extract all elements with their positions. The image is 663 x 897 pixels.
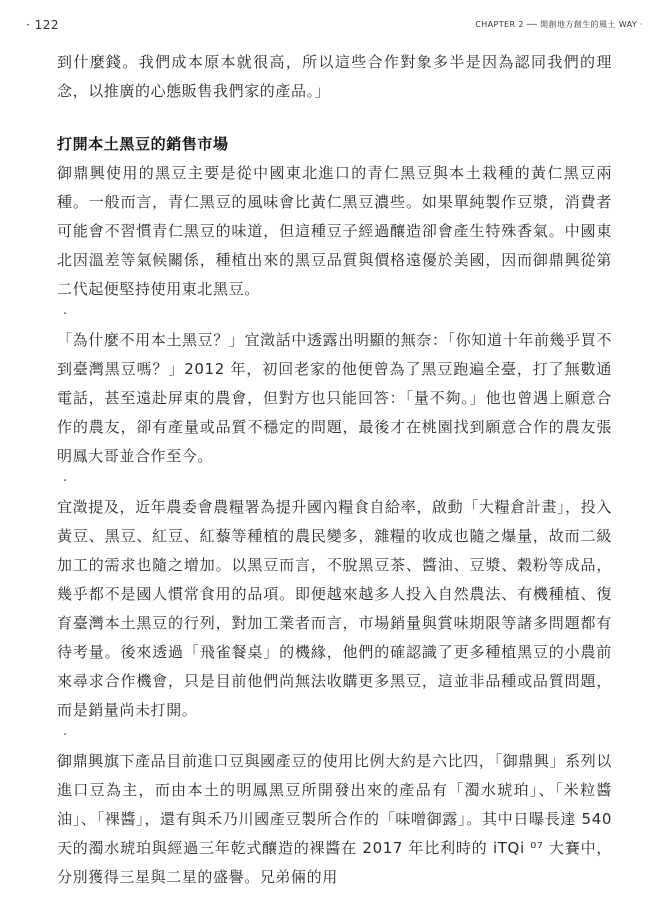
page-body — [57, 48, 612, 892]
paragraph-3: 「為什麼不用本土黑豆？」宜澂話中透露出明顯的無奈：「你知道十年前幾乎買不到臺灣黑豆嗎？」2012 年，初回老家的他便曾為了黑豆跑遍全臺，打了無數通電話，甚至遠赴屏東的農會，但對方也只能回答：「量不夠。」他也曾遇上願意合作的農友，卻有產量或品質不穩定的問題，最後才在桃園找到願意合作的農友張明鳳大哥並合作至今。 — [57, 331, 612, 465]
section-separator: · — [63, 728, 68, 743]
paragraph-2: 御鼎興使用的黑豆主要是從中國東北進口的青仁黑豆與本土栽種的黃仁黑豆兩種。一般而言，青仁黑豆的風味會比黃仁黑豆濃些。如果單純製作豆漿，消費者可能會不習慣青仁黑豆的味道，但這種豆子經過釀造卻會產生特殊香氣。中國東北因溫差等氣候關係，種植出來的黑豆品質與價格遠優於美國，因而御鼎興從第二代起便堅持使用東北黑豆。 — [57, 164, 612, 298]
running-head: CHAPTER 2 ── 開創地方創生的風土 WAY · — [475, 20, 643, 29]
page-number: · 122 — [26, 18, 60, 32]
section-separator: · — [63, 307, 68, 322]
page-header — [0, 16, 663, 36]
paragraph-1: 到什麼錢。我們成本原本就很高，所以這些合作對象多半是因為認同我們的理念，以推廣的心態販售我們家的產品。」 — [57, 53, 612, 100]
paragraph-5: 御鼎興旗下產品目前進口豆與國產豆的使用比例大約是六比四，「御鼎興」系列以進口豆為主，而由本土的明鳳黑豆所開發出來的產品有「濁水琥珀」、「米粒醬油」、「裸醬」，還有與禾乃川國產豆製所合作的「味噌御露」。其中日曝長達 540 天的濁水琥珀與經過三年乾式釀造的裸醬在 2017 年比利時的 iTQi ⁰⁷ 大賽中，分別獲得三星與二星的盛譽。兄弟倆的用 — [57, 752, 612, 886]
section-heading: 打開本土黑豆的銷售市場 — [57, 135, 229, 153]
paragraph-4: 宜澂提及，近年農委會農糧署為提升國內糧食自給率，啟動「大糧倉計畫」，投入黃豆、黑豆、紅豆、紅藜等種植的農民變多，雜糧的收成也隨之爆量，故而二級加工的需求也隨之增加。以黑豆而言，不脫黑豆茶、醬油、豆漿、穀粉等成品，幾乎都不是國人慣常食用的品項。即便越來越多人投入自然農法、有機種植、復育臺灣本土黑豆的行列，對加工業者而言，市場銷量與賞味期限等諸多問題都有待考量。後來透過「飛雀餐桌」的機緣，他們的確認識了更多種植黑豆的小農前來尋求合作機會，只是目前他們尚無法收購更多黑豆，這並非品種或品質問題，而是銷量尚未打開。 — [57, 498, 612, 719]
section-separator: · — [63, 474, 68, 489]
